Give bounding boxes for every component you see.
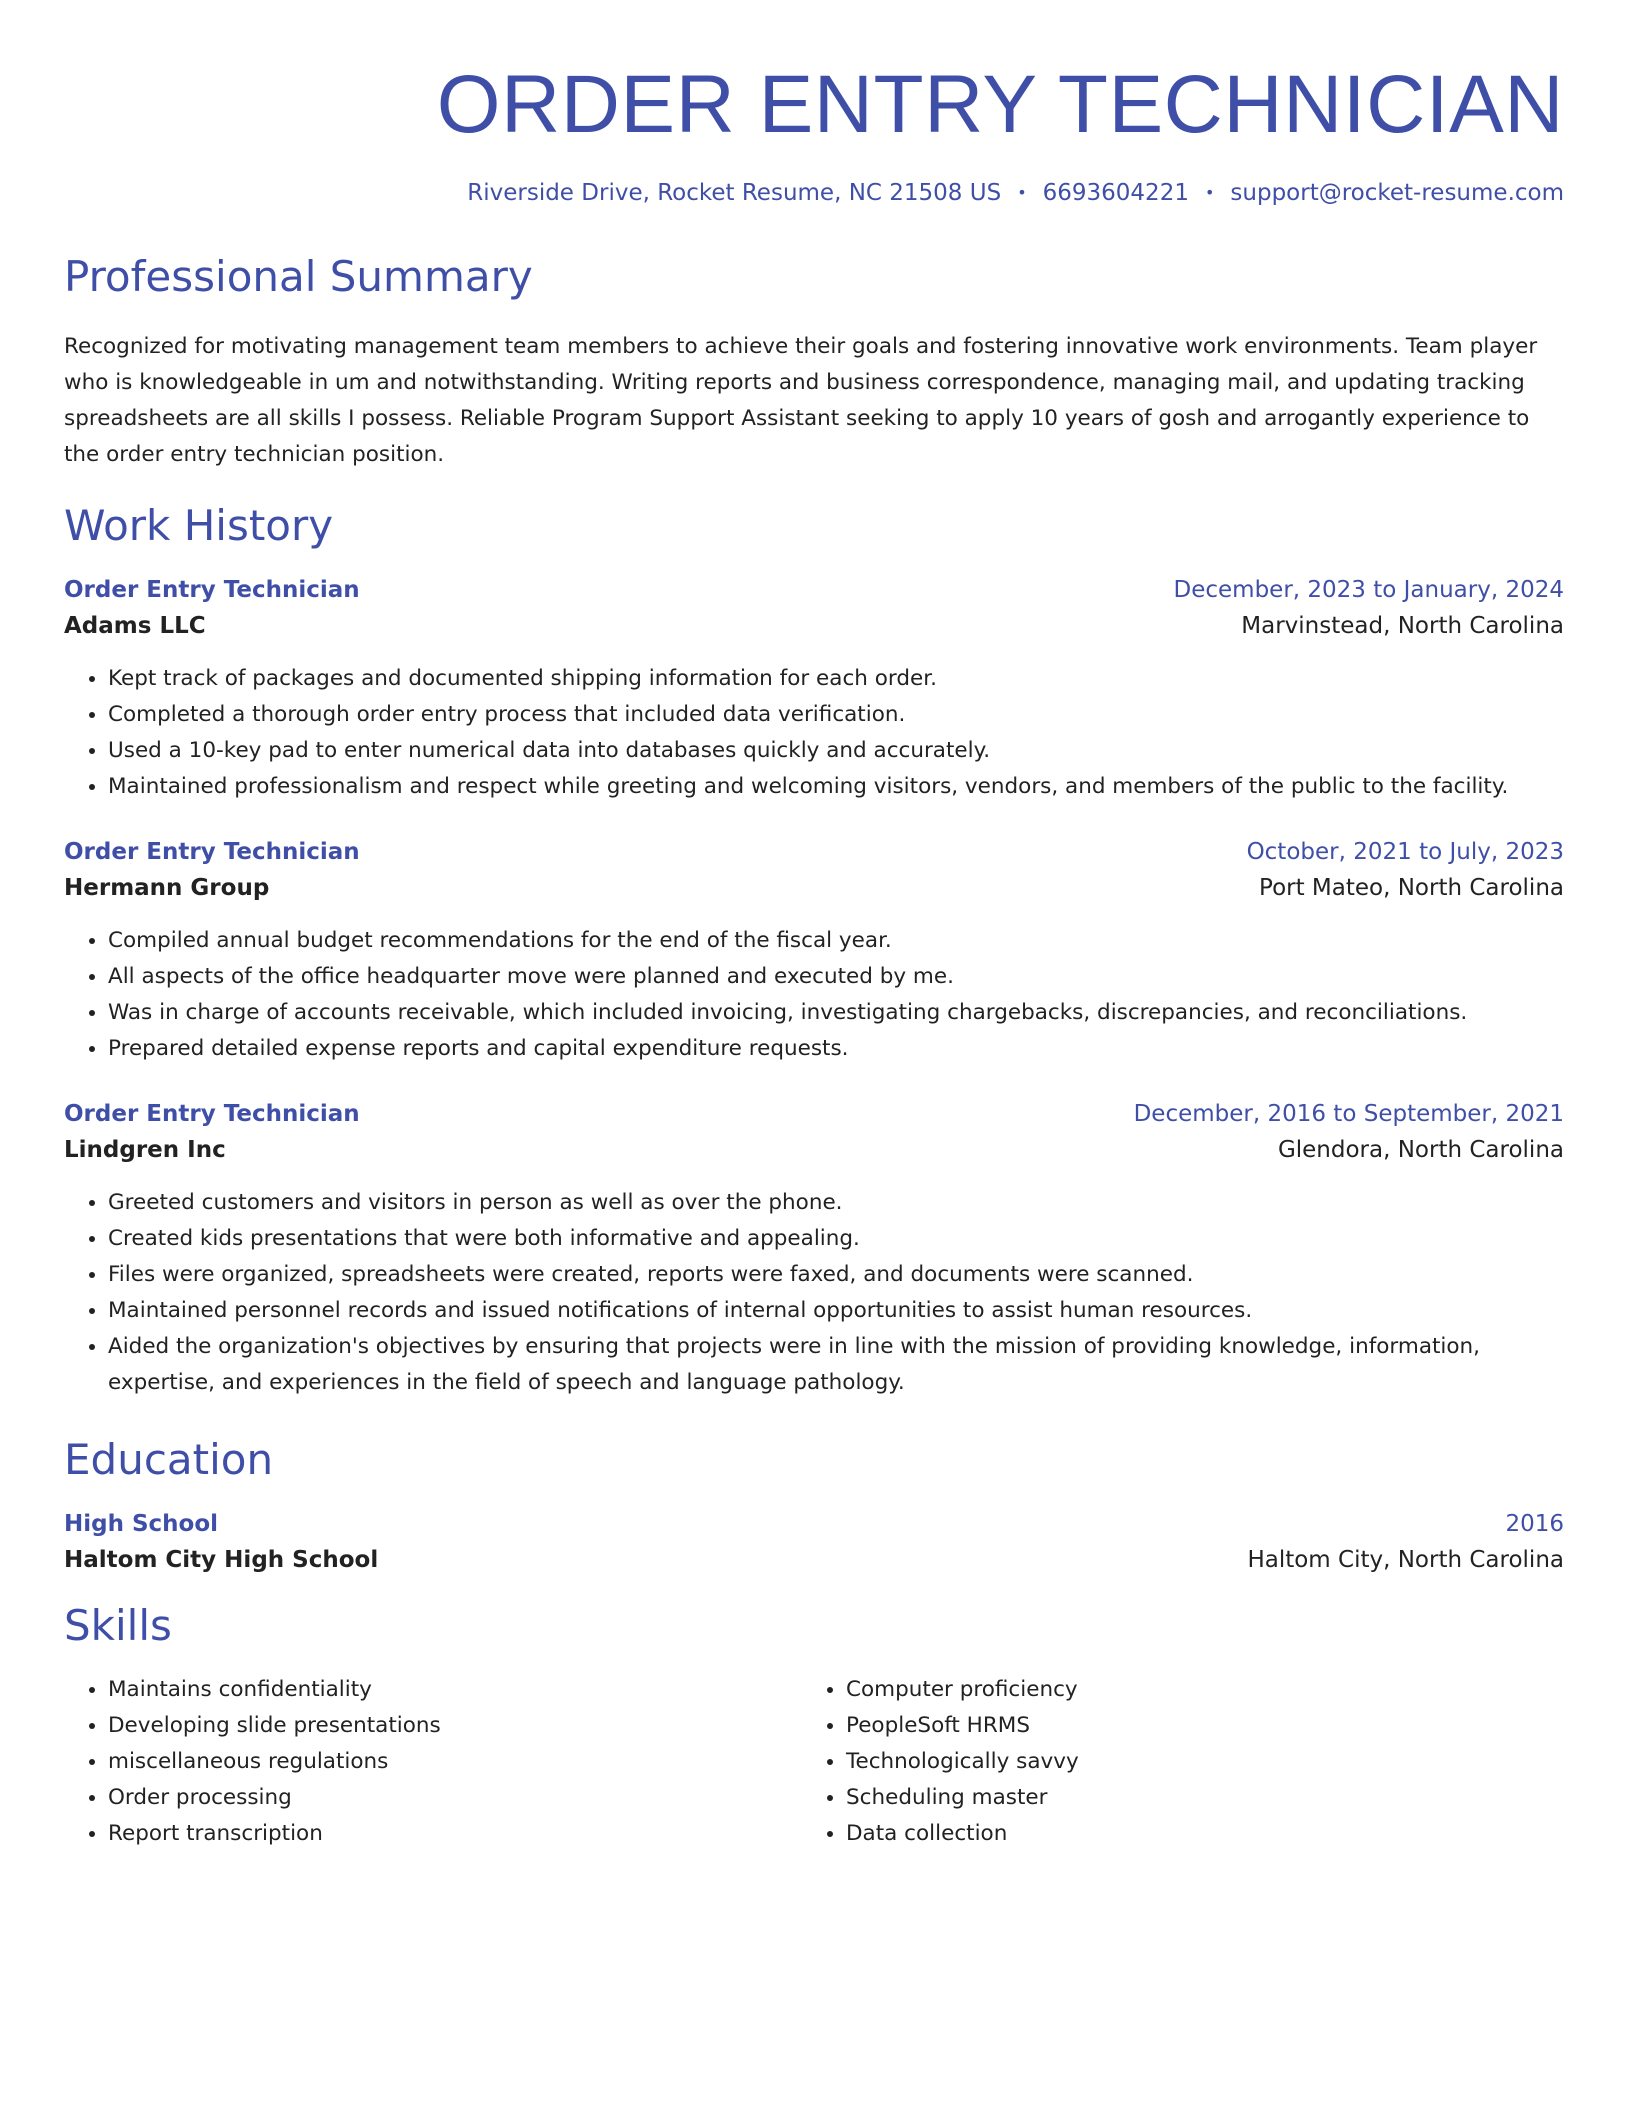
education-entry: [64, 1511, 1564, 1573]
contact-phone: 6693604221: [1042, 180, 1189, 207]
skill-item: • PeopleSoft HRMS: [846, 1708, 1540, 1744]
job-bullet: • Maintained personnel records and issued notifications of internal opportunities to assist human resources.: [108, 1293, 1564, 1329]
job-bullet: • Completed a thorough order entry process that included data verification.: [108, 697, 1564, 733]
skill-item: • Maintains confidentiality: [108, 1672, 802, 1708]
job-bullet: • Used a 10-key pad to enter numerical data into databases quickly and accurately.: [108, 733, 1564, 769]
resume-page: [64, 40, 1564, 1852]
skill-item: • miscellaneous regulations: [108, 1744, 802, 1780]
job-entry: [64, 839, 1564, 1067]
skills-list-right: [802, 1672, 1540, 1852]
skill-item: • Developing slide presentations: [108, 1708, 802, 1744]
job-bullet: • All aspects of the office headquarter move were planned and executed by me.: [108, 959, 1564, 995]
job-bullet: • Maintained professionalism and respect while greeting and welcoming visitors, vendors, and members of the public to the facility.: [108, 769, 1564, 805]
job-title: Order Entry Technician: [64, 577, 360, 604]
contact-separator: •: [1204, 183, 1215, 203]
education-heading: Education: [64, 1435, 274, 1485]
job-bullet: • Aided the organization's objectives by ensuring that projects were in line with the mission of providing knowledge, information, expertise, and experiences in the field of speech and language pathology.: [108, 1329, 1564, 1401]
education-school: Haltom City High School: [64, 1547, 379, 1574]
job-entry: [64, 577, 1564, 805]
contact-line: [64, 180, 1564, 206]
job-bullet: • Created kids presentations that were both informative and appealing.: [108, 1221, 1564, 1257]
skill-item: • Computer proficiency: [846, 1672, 1540, 1708]
skills-heading: Skills: [64, 1601, 172, 1651]
job-title: Order Entry Technician: [64, 839, 360, 866]
summary-text: Recognized for motivating management team members to achieve their goals and fostering innovative work environments. Team player who is knowledgeable in um and notwithstanding. Writing reports and business correspondence, managing mail, and updating tracking spreadsheets are all skills I possess. Reliable Program Support Assistant seeking to apply 10 years of gosh and arrogantly experience to the order entry technician position.: [64, 333, 1538, 467]
summary-heading: Professional Summary: [64, 252, 533, 302]
skill-item: • Technologically savvy: [846, 1744, 1540, 1780]
skill-item: • Data collection: [846, 1816, 1540, 1852]
job-bullets: [64, 661, 1564, 805]
job-company: Lindgren Inc: [64, 1137, 226, 1164]
job-title: Order Entry Technician: [64, 1101, 360, 1128]
contact-address: Riverside Drive, Rocket Resume, NC 21508 US: [467, 180, 1002, 207]
education-location: Haltom City, North Carolina: [1247, 1547, 1564, 1574]
job-dates: December, 2016 to September, 2021: [1133, 1101, 1564, 1128]
work-history-heading: Work History: [64, 500, 334, 550]
job-location: Port Mateo, North Carolina: [1259, 875, 1564, 902]
job-location: Marvinstead, North Carolina: [1241, 613, 1564, 640]
skill-item: • Scheduling master: [846, 1780, 1540, 1816]
job-bullet: • Compiled annual budget recommendations for the end of the fiscal year.: [108, 923, 1564, 959]
education-year: 2016: [1505, 1511, 1564, 1538]
contact-email: support@rocket-resume.com: [1230, 180, 1564, 207]
job-bullet: • Files were organized, spreadsheets were created, reports were faxed, and documents were scanned.: [108, 1257, 1564, 1293]
job-bullet: • Greeted customers and visitors in person as well as over the phone.: [108, 1185, 1564, 1221]
skills-list-left: [64, 1672, 802, 1852]
job-dates: December, 2023 to January, 2024: [1173, 577, 1564, 604]
skill-item: • Order processing: [108, 1780, 802, 1816]
skills-columns: [64, 1672, 1564, 1852]
job-dates: October, 2021 to July, 2023: [1246, 839, 1564, 866]
job-location: Glendora, North Carolina: [1277, 1137, 1564, 1164]
job-company: Hermann Group: [64, 875, 270, 902]
candidate-name: ORDER ENTRY TECHNICIAN: [436, 59, 1564, 150]
job-bullet: • Kept track of packages and documented shipping information for each order.: [108, 661, 1564, 697]
job-bullet: • Was in charge of accounts receivable, which included invoicing, investigating chargebacks, discrepancies, and reconciliations.: [108, 995, 1564, 1031]
contact-separator: •: [1017, 183, 1027, 203]
job-company: Adams LLC: [64, 613, 206, 640]
job-bullets: [64, 923, 1564, 1067]
job-bullet: • Prepared detailed expense reports and capital expenditure requests.: [108, 1031, 1564, 1067]
education-degree: High School: [64, 1511, 219, 1538]
job-entry: [64, 1101, 1564, 1401]
job-bullets: [64, 1185, 1564, 1401]
skill-item: • Report transcription: [108, 1816, 802, 1852]
